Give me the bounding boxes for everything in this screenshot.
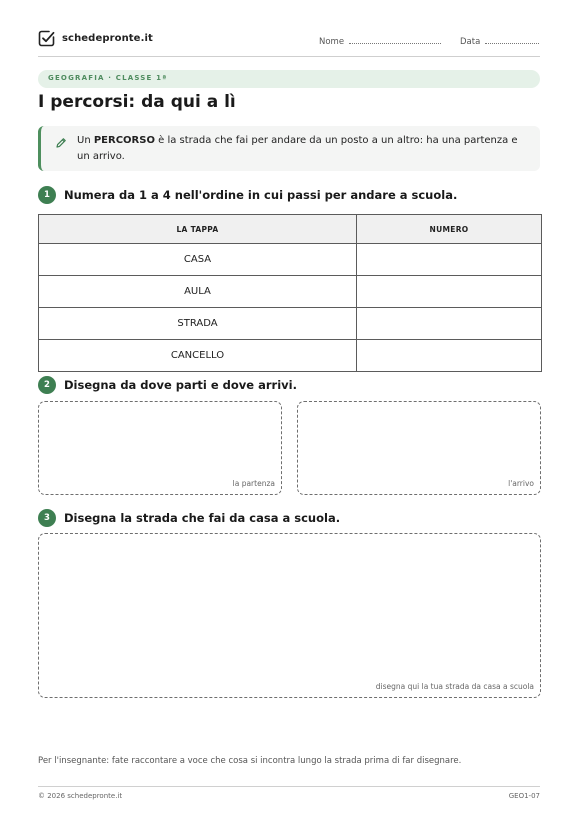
start-box-label: la partenza bbox=[232, 479, 275, 488]
exercise-instruction: Disegna la strada che fai da casa a scuola. bbox=[64, 511, 341, 525]
table-row bbox=[39, 276, 542, 308]
page-header bbox=[38, 30, 540, 57]
route-drawing-box[interactable] bbox=[38, 533, 541, 698]
exercise-instruction: Numera da 1 a 4 nell'ordine in cui passi per andare a scuola. bbox=[64, 188, 458, 202]
date-field[interactable] bbox=[460, 35, 539, 47]
step-name: AULA bbox=[39, 276, 357, 308]
date-line[interactable] bbox=[485, 35, 539, 44]
definition-term: PERCORSO bbox=[93, 135, 155, 146]
number-answer-cell[interactable] bbox=[357, 244, 542, 276]
copyright-text: © 2026 schedepronte.it bbox=[38, 792, 123, 800]
subject-label: GEOGRAFIA · CLASSE 1ª bbox=[48, 74, 168, 82]
site-logo bbox=[38, 30, 153, 47]
start-drawing-box[interactable] bbox=[38, 401, 282, 495]
exercise-number-badge: 2 bbox=[38, 376, 56, 394]
checkbox-check-icon bbox=[38, 30, 55, 47]
column-header-step: LA TAPPA bbox=[39, 215, 357, 244]
step-name: CANCELLO bbox=[39, 340, 357, 372]
table-row bbox=[39, 244, 542, 276]
worksheet-code: GEO1-07 bbox=[508, 792, 540, 800]
exercise-number-badge: 3 bbox=[38, 509, 56, 527]
table-row bbox=[39, 308, 542, 340]
table-header-row bbox=[39, 215, 542, 244]
number-answer-cell[interactable] bbox=[357, 308, 542, 340]
definition-text: Un PERCORSO è la strada che fai per andare da un posto a un altro: ha una partenza e un arrivo. bbox=[77, 135, 518, 162]
name-label: Nome bbox=[319, 37, 345, 47]
teacher-note: Per l'insegnante: fate raccontare a voce che cosa si incontra lungo la strada prima di far disegnare. bbox=[38, 756, 462, 766]
step-name: STRADA bbox=[39, 308, 357, 340]
site-name: schedepronte.it bbox=[62, 33, 153, 44]
number-answer-cell[interactable] bbox=[357, 340, 542, 372]
column-header-number: NUMERO bbox=[357, 215, 542, 244]
end-drawing-box[interactable] bbox=[297, 401, 541, 495]
table-row bbox=[39, 340, 542, 372]
subject-badge bbox=[38, 70, 540, 88]
exercise-3-heading bbox=[38, 509, 340, 527]
name-line[interactable] bbox=[349, 35, 441, 44]
date-label: Data bbox=[460, 37, 481, 47]
steps-table bbox=[38, 214, 542, 372]
number-answer-cell[interactable] bbox=[357, 276, 542, 308]
end-box-label: l'arrivo bbox=[508, 479, 534, 488]
definition-callout bbox=[38, 126, 540, 171]
exercise-instruction: Disegna da dove parti e dove arrivi. bbox=[64, 378, 297, 392]
pencil-icon bbox=[55, 137, 67, 149]
page-footer bbox=[38, 786, 540, 800]
exercise-number-badge: 1 bbox=[38, 186, 56, 204]
exercise-2-heading bbox=[38, 376, 297, 394]
name-field[interactable] bbox=[319, 35, 441, 47]
page-title: I percorsi: da qui a lì bbox=[38, 92, 236, 112]
step-name: CASA bbox=[39, 244, 357, 276]
route-box-label: disegna qui la tua strada da casa a scuola bbox=[375, 682, 534, 691]
exercise-1-heading bbox=[38, 186, 457, 204]
